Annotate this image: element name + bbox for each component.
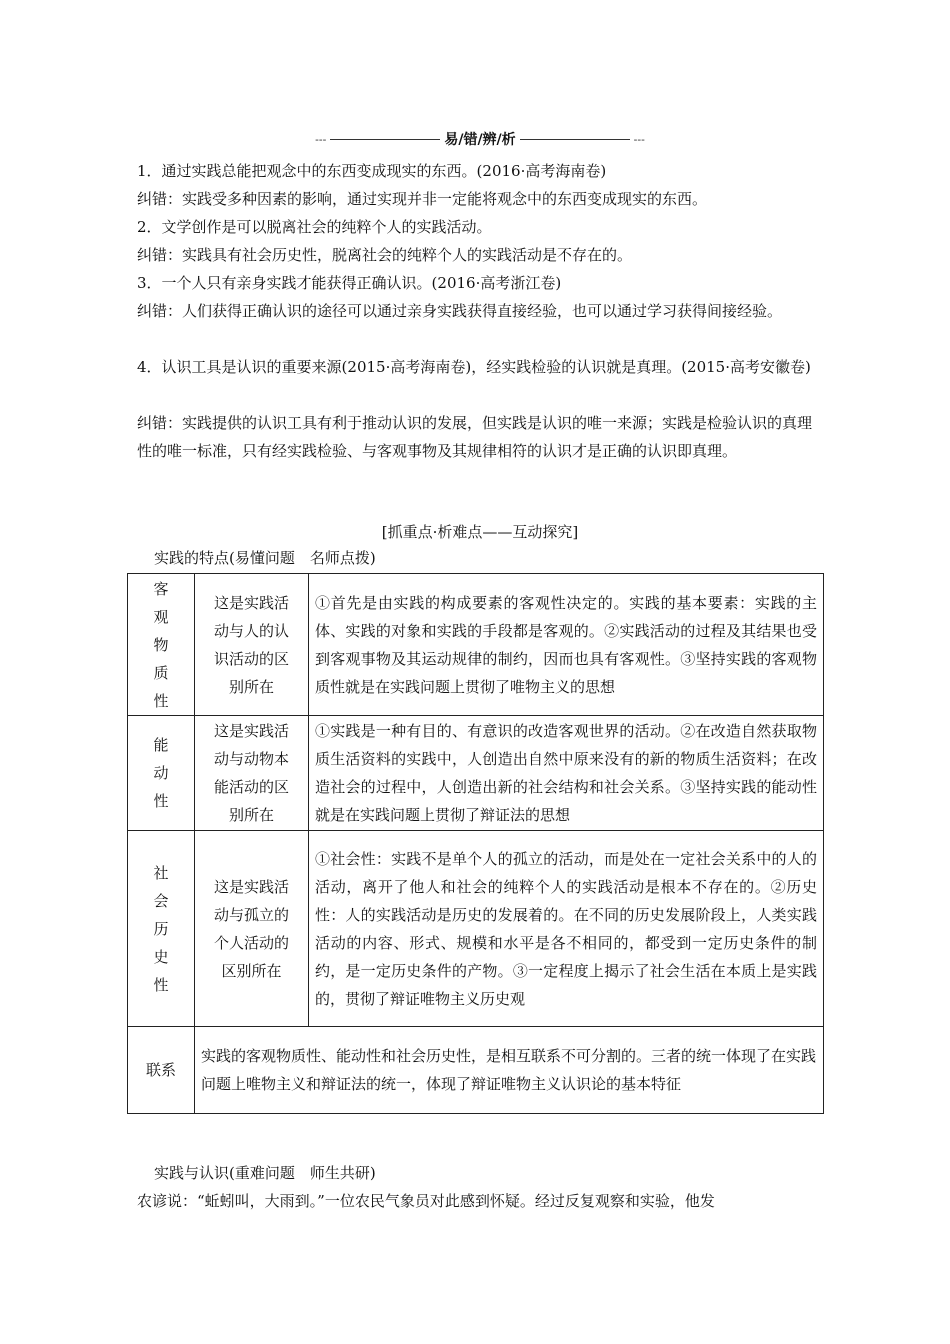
item-4-question: 4．认识工具是认识的重要来源(2015·高考海南卷)，经实践检验的认识就是真理。(2015·高考安徽卷) [137, 358, 811, 376]
feature-cell [128, 716, 195, 831]
subtitle-practice-features: 实践的特点(易懂问题 名师点拨) [154, 549, 376, 567]
distinction-cell [195, 716, 309, 831]
feature-label: 客观物质性 [153, 579, 169, 710]
heading-rule-right [520, 139, 630, 140]
feature-cell [128, 574, 195, 716]
section-title-hudong: [抓重点·析难点——互动探究] [381, 523, 579, 541]
item-1-question: 1．通过实践总能把观念中的东西变成现实的东西。(2016·高考海南卷) [137, 162, 607, 180]
table-row [128, 831, 824, 1027]
content-text: ①实践是一种有目的、有意识的改造客观世界的活动。②在改造自然获取物质生活资料的实践中，人创造出自然中原来没有的新的物质生活资料；在改造社会的过程中，人创造出新的社会结构和社会关系。③坚持实践的能动性就是在实践问题上贯彻了辩证法的思想 [315, 722, 817, 824]
link-label-cell [128, 1027, 195, 1114]
table-row [128, 716, 824, 831]
heading-dashes-right: --- [633, 132, 645, 146]
feature-label: 社会历史性 [153, 863, 169, 994]
distinction-cell [195, 831, 309, 1027]
heading-title: 易/错/辨/析 [444, 132, 516, 148]
content-cell [309, 574, 824, 716]
heading-dashes-left: --- [315, 132, 327, 146]
subtitle-practice-cognition: 实践与认识(重难问题 师生共研) [154, 1164, 376, 1182]
distinction-text: 这是实践活动与孤立的个人活动的区别所在 [213, 877, 289, 980]
table-row [128, 574, 824, 716]
item-2-correction: 纠错：实践具有社会历史性，脱离社会的纯粹个人的实践活动是不存在的。 [137, 246, 633, 264]
distinction-cell [195, 574, 309, 716]
distinction-text: 这是实践活动与人的认识活动的区别所在 [213, 593, 289, 696]
content-text: ①社会性：实践不是单个人的孤立的活动，而是处在一定社会关系中的人的活动，离开了他人和社会的纯粹个人的实践活动是根本不存在的。②历史性：人的实践活动是历史的发展着的。在不同的历史发展阶段上，人类实践活动的内容、形式、规模和水平是各不相同的，都受到一定历史条件的制约，是一定历史条件的产物。③一定程度上揭示了社会生活在本质上是实践的，贯彻了辩证唯物主义历史观 [315, 849, 817, 1008]
table-row-link [128, 1027, 824, 1114]
item-3-correction: 纠错：人们获得正确认识的途径可以通过亲身实践获得直接经验，也可以通过学习获得间接经验。 [137, 302, 783, 320]
item-4-correction: 纠错：实践提供的认识工具有利于推动认识的发展，但实践是认识的唯一来源；实践是检验认识的真理性的唯一标准，只有经实践检验、与客观事物及其规律相符的认识才是正确的认识即真理。 [137, 414, 813, 460]
practice-features-table [127, 573, 824, 1114]
section-heading-yicuo [137, 126, 823, 152]
item-1-correction: 纠错：实践受多种因素的影响，通过实现并非一定能将观念中的东西变成现实的东西。 [137, 190, 708, 208]
feature-label: 能动性 [153, 736, 169, 810]
content-cell [309, 716, 824, 831]
link-label: 联系 [145, 1061, 176, 1079]
content-text: ①首先是由实践的构成要素的客观性决定的。实践的基本要素：实践的主体、实践的对象和实践的手段都是客观的。②实践活动的过程及其结果也受到客观事物及其运动规律的制约，因而也具有客观性。③坚持实践的客观物质性就是在实践问题上贯彻了唯物主义的思想 [315, 593, 817, 696]
heading-rule-left [330, 139, 440, 140]
item-3-question: 3．一个人只有亲身实践才能获得正确认识。(2016·高考浙江卷) [137, 274, 562, 292]
content-cell [309, 831, 824, 1027]
link-content: 实践的客观物质性、能动性和社会历史性，是相互联系不可分割的。三者的统一体现了在实践问题上唯物主义和辩证法的统一，体现了辩证唯物主义认识论的基本特征 [201, 1047, 817, 1093]
item-2-question: 2．文学创作是可以脱离社会的纯粹个人的实践活动。 [137, 218, 492, 236]
link-content-cell [195, 1027, 824, 1114]
farmer-proverb-text: 农谚说：“蚯蚓叫，大雨到。”一位农民气象员对此感到怀疑。经过反复观察和实验，他发 [137, 1192, 715, 1210]
distinction-text: 这是实践活动与动物本能活动的区别所在 [213, 722, 289, 824]
feature-cell [128, 831, 195, 1027]
